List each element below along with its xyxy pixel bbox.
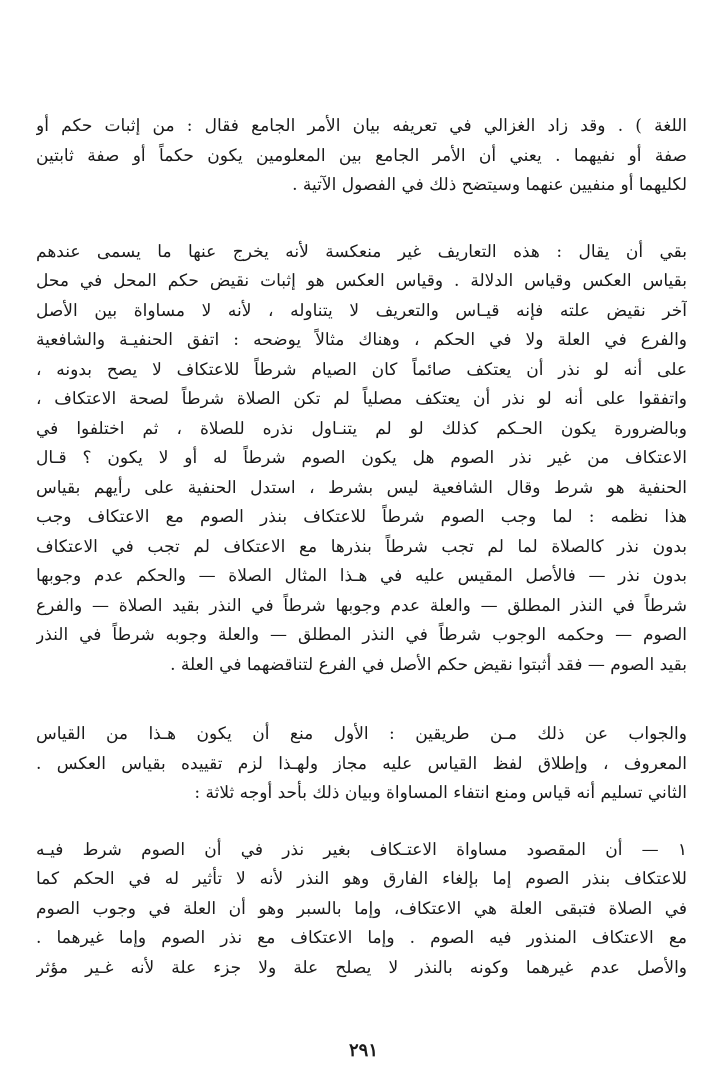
text-line: على أنه لو نذر أن يعتكف صائماً كان الصيام شرطاً للاعتكاف لا يصح بدونه ،	[36, 359, 687, 380]
text-line: صفة أو نفيهما . يعني أن الأمر الجامع بين المعلومين يكون حكماً أو صفة ثابتين	[36, 145, 687, 166]
text-line: واتفقوا على أنه لو نذر أن يعتكف مصلياً لم تكن الصلاة شرطاً لصحة الاعتكاف ،	[36, 389, 687, 409]
text-line: هذا نظمه : لما وجب الصوم شرطاً للاعتكاف بنذر الصوم مع الاعتكاف وجب	[36, 507, 687, 527]
text-line: للاعتكاف بنذر الصوم إما بإلغاء الفارق وهو النذر لأنه لا تأثير له في الحكم كما	[36, 869, 687, 889]
text-line: مع الاعتكاف المنذور فيه الصوم . وإما الاعتكاف مع نذر الصوم وإما غيرهما .	[36, 928, 687, 948]
text-line: بقي أن يقال : هذه التعاريف غير منعكسة لأنه يخرج عنها ما يسمى عندهم	[36, 241, 687, 262]
paragraph-4	[36, 836, 687, 984]
text-line: اللغة ) . وقد زاد الغزالي في تعريفه بيان الأمر الجامع فقال : من إثبات حكم أو	[36, 116, 687, 136]
text-line: الاعتكاف من غير نذر الصوم هل يكون الصوم شرطاً له أو لا يكون ؟ قـال	[36, 448, 687, 468]
text-line: بقيد الصوم — فقد أثبتوا نقيض حكم الأصل في الفرع لتناقضهما في العلة .	[170, 654, 687, 675]
page-body	[36, 112, 687, 983]
text-line: والأصل عدم غيرهما وكونه بالنذر لا يصلح علة ولا جزء علة لأنه غـير مؤثر	[36, 957, 687, 978]
text-line: آخر نقيض علته فإنه قيـاس والتعريف لا يتناوله ، لأنه لا مساواة بين الأصل	[36, 300, 687, 321]
paragraph-3	[36, 720, 687, 809]
text-line: في الصلاة فتبقى العلة هي الاعتكاف، وإما بالسبر وهو أن العلة في وجوب الصوم	[36, 898, 687, 919]
paragraph-gap	[36, 809, 687, 836]
paragraph-1	[36, 112, 687, 201]
text-line: والفرع في العلة ولا في الحكم ، وهناك مثالاً يوضحه : اتفق الحنفيـة والشافعية	[36, 330, 687, 350]
text-line: المعروف ، وإطلاق لفظ القياس عليه مجاز ولهـذا لزم تقييده بقياس العكس .	[36, 753, 687, 774]
text-line: الثاني تسليم أنه قياس ومنع انتفاء المساواة وبيان ذلك بأحد أوجه ثلاثة :	[194, 783, 687, 803]
text-line: لكليهما أو منفيين عنهما وسيتضح ذلك في الفصول الآتية .	[292, 175, 687, 195]
text-line: الحنفية هو شرط وقال الشافعية ليس بشرط ، استدل الحنفية على رأيهم بقياس	[36, 477, 687, 498]
paragraph-2	[36, 238, 687, 681]
text-line: شرطاً في النذر المطلق — والعلة عدم وجوبها شرطاً في النذر بقيد الصلاة — والفرع	[36, 595, 687, 616]
paragraph-gap	[36, 201, 687, 238]
paragraph-gap	[36, 680, 687, 720]
text-line: والجواب عن ذلك مـن طريقين : الأول منع أن يكون هـذا من القياس	[36, 724, 687, 744]
page-number: ٢٩١	[348, 1040, 378, 1061]
text-line: وبالضرورة يكون الحـكم كذلك لو لم يتنـاول نذره للصلاة ، ثم اختلفوا في	[36, 418, 687, 439]
text-line: الصوم — وحكمه الوجوب شرطاً في النذر المطلق — والعلة وجوبه شرطاً في النذر	[36, 625, 687, 645]
text-line: بدون نذر — فالأصل المقيس عليه في هـذا المثال الصلاة — والحكم عدم وجوبها	[36, 566, 687, 586]
text-line: بدون نذر كالصلاة لما لم تجب شرطاً بنذرها مع الاعتكاف لم تجب في الاعتكاف	[36, 536, 687, 557]
text-line: بقياس العكس وقياس الدلالة . وقياس العكس هو إثبات نقيض حكم المحل في محل	[36, 271, 687, 291]
text-line: ١ — أن المقصود مساواة الاعتـكاف بغير نذر في أن الصوم شرط فيـه	[36, 839, 687, 860]
